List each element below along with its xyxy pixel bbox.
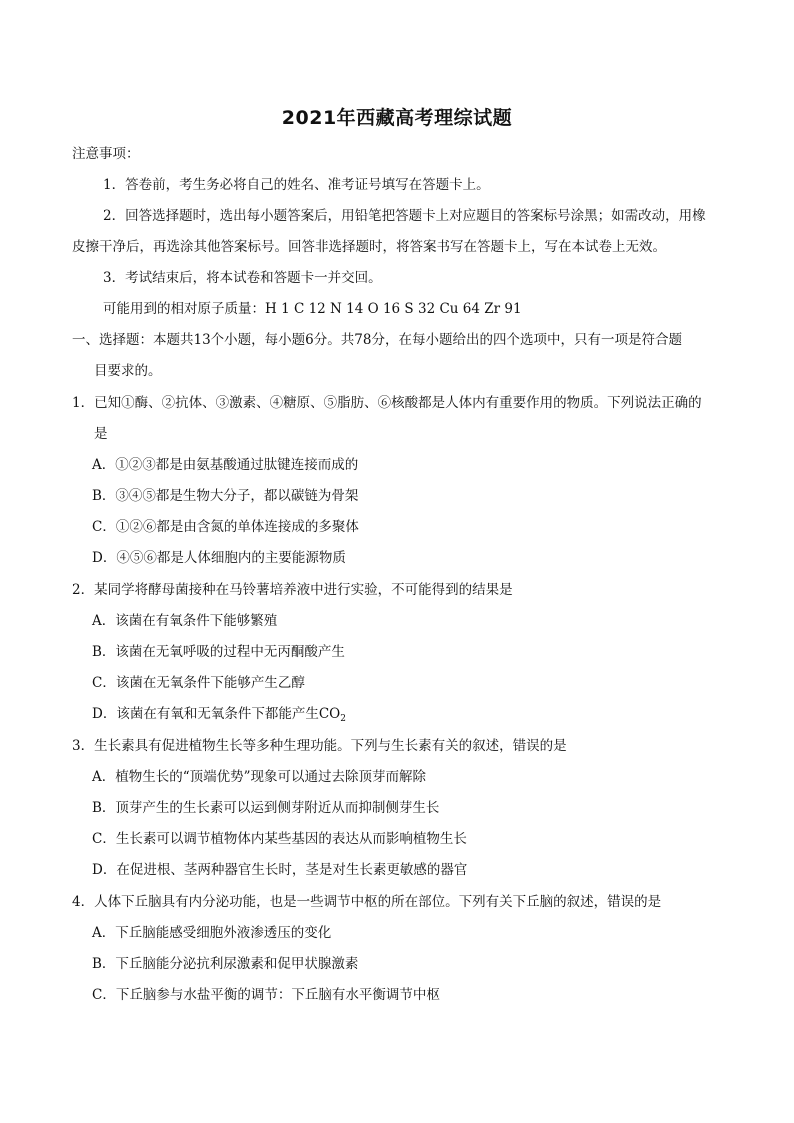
- section-1-heading-cont: 目要求的。: [94, 363, 162, 379]
- notice-heading: 注意事项：: [72, 146, 140, 162]
- q1-stem-cont: 是: [94, 426, 108, 442]
- notice-item-2-cont: 皮擦干净后，再选涂其他答案标号。回答非选择题时，将答案书写在答题卡上，写在本试卷上无效。: [72, 239, 666, 255]
- q4-stem: 4．人体下丘脑具有内分泌功能，也是一些调节中枢的所在部位。下列有关下丘脑的叙述，错误的是: [72, 894, 662, 910]
- q4-option-b: B．下丘脑能分泌抗利尿激素和促甲状腺激素: [92, 956, 359, 972]
- q2-option-d: [92, 704, 346, 729]
- q1-option-a: A．①②③都是由氨基酸通过肽键连接而成的: [92, 457, 359, 473]
- atomic-mass-line: 可能用到的相对原子质量：H 1 C 12 N 14 O 16 S 32 Cu 64 Zr 91: [103, 301, 522, 317]
- section-1-heading: 一、选择题：本题共13个小题，每小题6分。共78分，在每小题给出的四个选项中，只有一项是符合题: [72, 332, 682, 348]
- q2-option-c: C．该菌在无氧条件下能够产生乙醇: [92, 675, 305, 691]
- q3-option-b: B．顶芽产生的生长素可以运到侧芽附近从而抑制侧芽生长: [92, 800, 440, 816]
- q3-option-d: D．在促进根、茎两种器官生长时，茎是对生长素更敏感的器官: [92, 862, 468, 878]
- q2-option-d-text: D．该菌在有氧和无氧条件下都能产生CO: [92, 706, 341, 722]
- q2-stem: 2．某同学将酵母菌接种在马铃薯培养液中进行实验，不可能得到的结果是: [72, 582, 513, 598]
- q3-option-c: C．生长素可以调节植物体内某些基因的表达从而影响植物生长: [92, 831, 467, 847]
- notice-item-2: 2．回答选择题时，选出每小题答案后，用铅笔把答题卡上对应题目的答案标号涂黑；如需改动，用橡: [103, 208, 706, 224]
- page-title: 2021年西藏高考理综试题: [281, 107, 513, 129]
- notice-item-3: 3．考试结束后，将本试卷和答题卡一并交回。: [103, 270, 382, 286]
- q4-option-a: A．下丘脑能感受细胞外液渗透压的变化: [92, 925, 332, 941]
- q2-option-a: A．该菌在有氧条件下能够繁殖: [92, 613, 278, 629]
- q1-option-b: B．③④⑤都是生物大分子，都以碳链为骨架: [92, 488, 359, 504]
- q1-option-c: C．①②⑥都是由含氮的单体连接成的多聚体: [92, 519, 359, 535]
- q1-stem: 1．已知①酶、②抗体、③激素、④糖原、⑤脂肪、⑥核酸都是人体内有重要作用的物质。下列说法正确的: [72, 395, 702, 411]
- q1-option-d: D．④⑤⑥都是人体细胞内的主要能源物质: [92, 550, 346, 566]
- q4-option-c: C．下丘脑参与水盐平衡的调节：下丘脑有水平衡调节中枢: [92, 987, 440, 1003]
- q3-stem: 3．生长素具有促进植物生长等多种生理功能。下列与生长素有关的叙述，错误的是: [72, 738, 567, 754]
- notice-item-1: 1．答卷前，考生务必将自己的姓名、准考证号填写在答题卡上。: [103, 177, 490, 193]
- q3-option-a: A．植物生长的“顶端优势”现象可以通过去除顶芽而解除: [92, 769, 427, 785]
- q2-option-d-subscript: 2: [340, 714, 346, 724]
- q2-option-b: B．该菌在无氧呼吸的过程中无丙酮酸产生: [92, 644, 345, 660]
